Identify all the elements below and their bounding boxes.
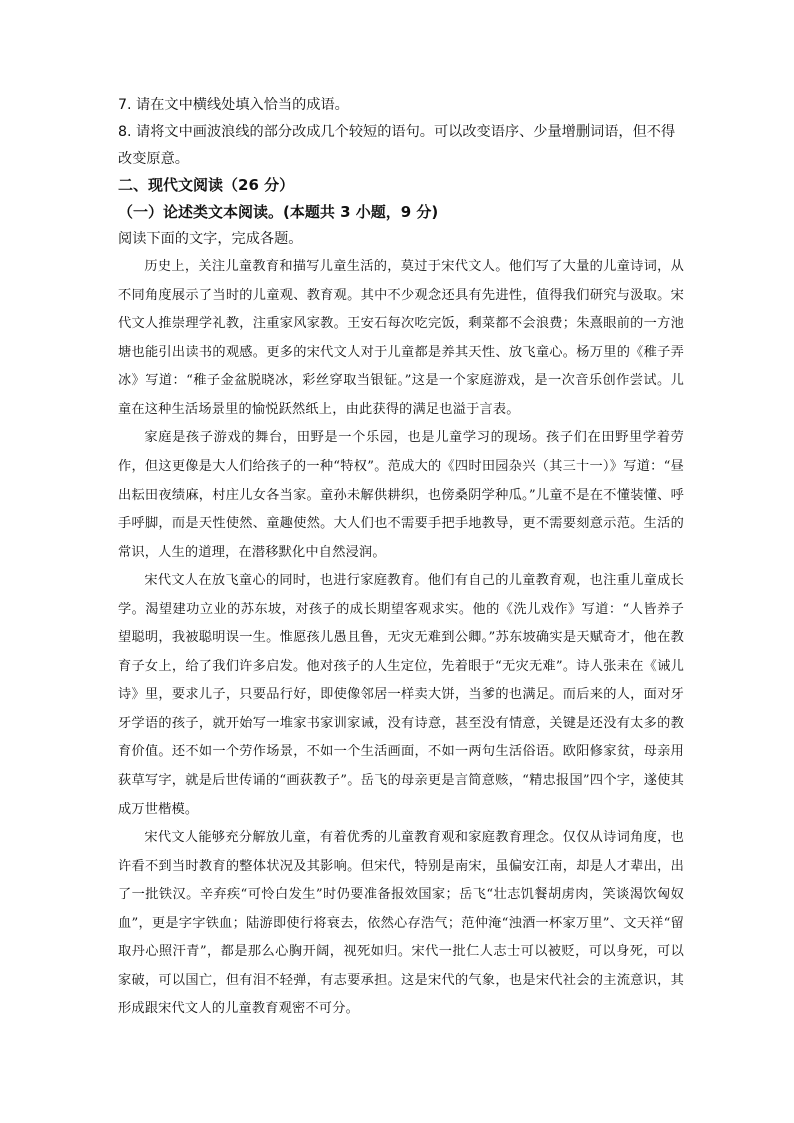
question-8: 8. 请将文中画波浪线的部分改成几个较短的语句。可以改变语序、少量增删词语，但不得改变原意。	[118, 123, 676, 167]
reading-instruction: 阅读下面的文字，完成各题。	[118, 231, 303, 248]
subsection-title: （一）论述类文本阅读。(本题共 3 小题，9 分)	[118, 203, 439, 222]
paragraph-4: 宋代文人能够充分解放儿童，有着优秀的儿童教育观和家庭教育理念。仅仅从诗词角度，也许看不到当时教育的整体状况及其影响。但宋代，特别是南宋，虽偏安江南，却是人才辈出，出了一批铁汉。辛弃疾“可怜白发生”时仍要准备报效国家；岳飞“壮志饥餐胡虏肉，笑谈渴饮匈奴血”，更是字字铁血；陆游即使行将衰去，依然心存浩气；范仲淹“浊酒一杯家万里”、文天祥“留取丹心照汗青”，都是那么心胸开阔，视死如归。宋代一批仁人志士可以被贬，可以身死，可以家破，可以国亡，但有泪不轻弹，有志要承担。这是宋代的气象，也是宋代社会的主流意识，其形成跟宋代文人的儿童教育观密不可分。	[118, 830, 684, 1017]
section-title: 二、现代文阅读（26 分）	[118, 176, 295, 195]
paragraph-3: 宋代文人在放飞童心的同时，也进行家庭教育。他们有自己的儿童教育观，也注重儿童成长学。渴望建功立业的苏东坡，对孩子的成长期望客观求实。他的《洗儿戏作》写道：“人皆养子望聪明，我被聪明误一生。惟愿孩儿愚且鲁，无灾无难到公卿。”苏东坡确实是天赋奇才，他在教育子女上，给了我们许多启发。他对孩子的人生定位，先着眼于“无灾无难”。诗人张耒在《诫儿诗》里，要求儿子，只要品行好，即使像邻居一样卖大饼，当爹的也满足。而后来的人，面对牙牙学语的孩子，就开始写一堆家书家训家诫，没有诗意，甚至没有情意，关键是还没有太多的教育价值。还不如一个劳作场景，不如一个生活画面，不如一两句生活俗语。欧阳修家贫，母亲用荻草写字，就是后世传诵的“画荻教子”。岳飞的母亲更是言简意赅，“精忠报国”四个字，遂使其成万世楷模。	[118, 573, 684, 817]
paragraph-2: 家庭是孩子游戏的舞台，田野是一个乐园，也是儿童学习的现场。孩子们在田野里学着劳作，但这更像是大人们给孩子的一种“特权”。范成大的《四时田园杂兴（其三十一）》写道：“昼出耘田夜绩麻，村庄儿女各当家。童孙未解供耕织，也傍桑阴学种瓜。”儿童不是在不懂装懂、呼手呼脚，而是天性使然、童趣使然。大人们也不需要手把手地教导，更不需要刻意示范。生活的常识，人生的道理，在潜移默化中自然浸润。	[118, 430, 684, 560]
question-7: 7. 请在文中横线处填入恰当的成语。	[118, 97, 349, 113]
paragraph-1: 历史上，关注儿童教育和描写儿童生活的，莫过于宋代文人。他们写了大量的儿童诗词，从不同角度展示了当时的儿童观、教育观。其中不少观念还具有先进性，值得我们研究与汲取。宋代文人推崇理学礼教，注重家风家教。王安石每次吃完饭，剩菜都不会浪费；朱熹眼前的一方池塘也能引出读书的观感。更多的宋代文人对于儿童都是养其天性、放飞童心。杨万里的《稚子弄冰》写道：“稚子金盆脱晓冰，彩丝穿取当银钲。”这是一个家庭游戏，是一次音乐创作尝试。儿童在这种生活场景里的愉悦跃然纸上，由此获得的满足也溢于言表。	[118, 259, 684, 417]
